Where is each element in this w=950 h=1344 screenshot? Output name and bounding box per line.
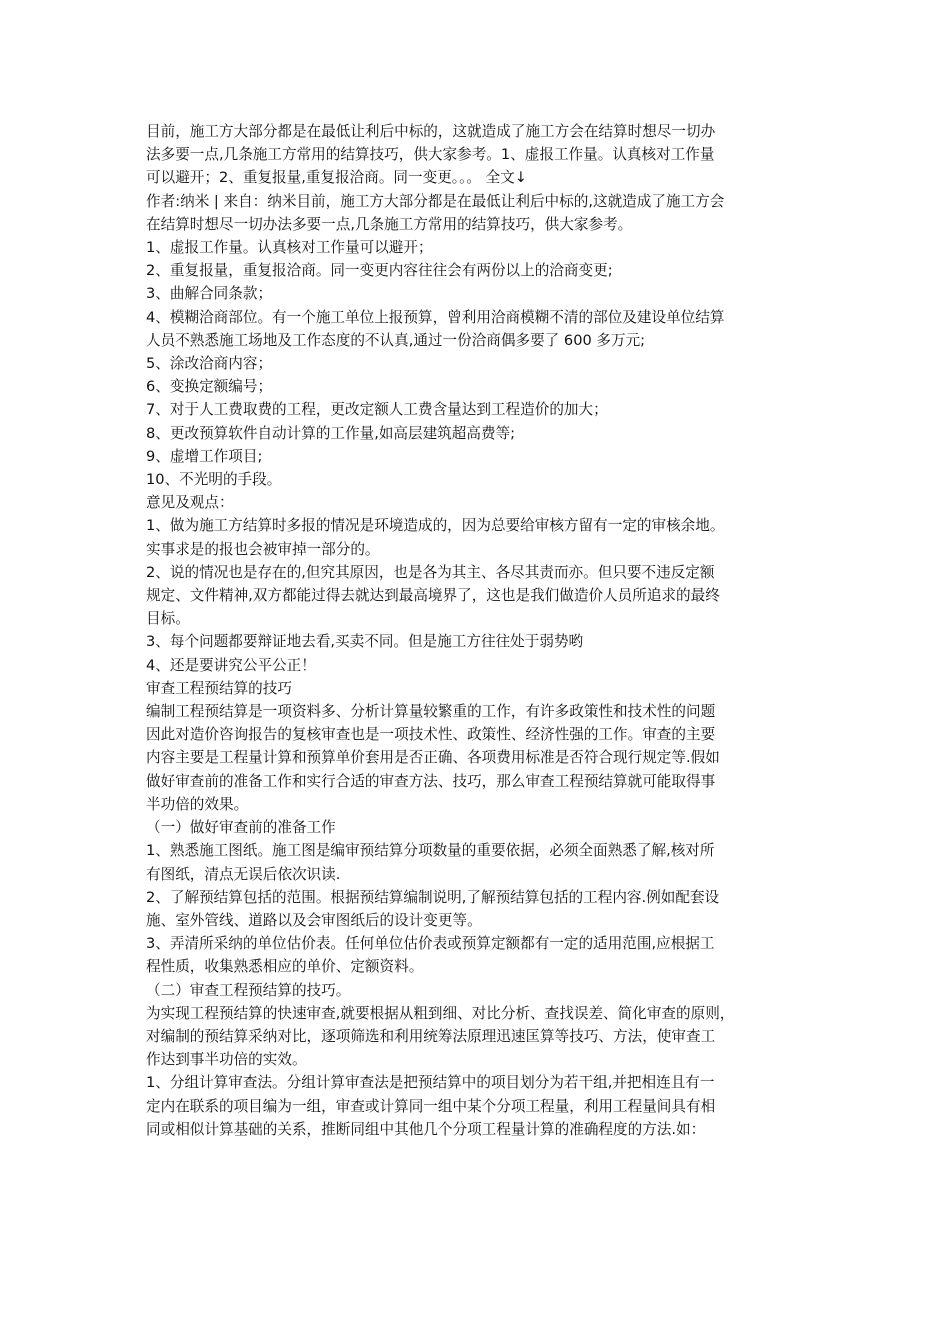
text-line: 作者:纳米 | 来自：纳米目前，施工方大部分都是在最低让利后中标的,这就造成了施工方会 [146, 192, 725, 210]
text-line: 1、虚报工作量。认真核对工作量可以避开； [146, 239, 433, 257]
text-line: 内容主要是工程量计算和预算单价套用是否正确、各项费用标准是否符合现行规定等.假如 [146, 749, 720, 767]
subsection-heading: （一）做好审查前的准备工作 [146, 819, 336, 837]
text-line: 4、还是要讲究公平公正！ [146, 656, 316, 674]
text-line: 目标。 [146, 610, 190, 628]
text-line: 3、曲解合同条款； [146, 285, 273, 303]
text-line: 同或相似计算基础的关系，推断同组中其他几个分项工程量计算的准确程度的方法.如： [146, 1120, 706, 1138]
text-line: 目前，施工方大部分都是在最低让利后中标的，这就造成了施工方会在结算时想尽一切办 [146, 123, 716, 140]
section-heading: 审查工程预结算的技巧 [146, 679, 292, 697]
text-line: 1、熟悉施工图纸。施工图是编审预结算分项数量的重要依据，必须全面熟悉了解,核对所 [146, 842, 715, 860]
text-line: 9、虚增工作项目; [146, 447, 263, 465]
text-line: 2、了解预结算包括的范围。根据预结算编制说明,了解预结算包括的工程内容.例如配套设 [146, 888, 720, 906]
text-line: 有图纸，清点无误后依次识读. [146, 865, 341, 883]
text-line: 3、弄清所采纳的单位估价表。任何单位估价表或预算定额都有一定的适用范围,应根据工 [146, 935, 715, 953]
text-line: 在结算时想尽一切办法多要一点,几条施工方常用的结算技巧，供大家参考。 [146, 215, 633, 233]
text-line: 1、做为施工方结算时多报的情况是环境造成的，因为总要给审核方留有一定的审核余地。 [146, 517, 725, 535]
text-line: 法多要一点,几条施工方常用的结算技巧，供大家参考。1、虚报工作量。认真核对工作量 [146, 146, 715, 164]
text-line: 定内在联系的项目编为一组，审查或计算同一组中某个分项工程量，利用工程量间具有相 [146, 1097, 716, 1115]
text-line: 实事求是的报也会被审掉一部分的。 [146, 540, 380, 558]
text-line: 施、室外管线、道路以及会审图纸后的设计变更等。 [146, 911, 482, 929]
text-line: 规定、文件精神,双方都能过得去就达到最高境界了，这也是我们做造价人员所追求的最终 [146, 587, 720, 605]
text-line: 10、不光明的手段。 [146, 471, 282, 489]
text-line: 因此对造价咨询报告的复核审查也是一项技术性、政策性、经济性强的工作。审查的主要 [146, 726, 716, 744]
subsection-heading: （二）审查工程预结算的技巧。 [146, 981, 351, 999]
text-line: 为实现工程预结算的快速审查,就要根据从粗到细、对比分析、查找误差、简化审查的原则， [146, 1004, 735, 1022]
text-line: 可以避开；2、重复报量,重复报洽商。同一变更。。。 全文↓ [146, 169, 528, 187]
text-line: 2、重复报量，重复报洽商。同一变更内容往往会有两份以上的洽商变更; [146, 262, 613, 280]
text-line: 7、对于人工费取费的工程，更改定额人工费含量达到工程造价的加大； [146, 401, 608, 419]
text-line: 1、分组计算审查法。分组计算审查法是把预结算中的项目划分为若干组,并把相连且有一 [146, 1074, 715, 1092]
text-line: 2、说的情况也是存在的,但究其原因，也是各为其主、各尽其责而亦。但只要不违反定额 [146, 563, 715, 581]
text-line: 程性质，收集熟悉相应的单价、定额资料。 [146, 958, 424, 976]
text-line: 6、变换定额编号； [146, 378, 273, 396]
document-body [146, 120, 814, 1141]
text-line: 人员不熟悉施工场地及工作态度的不认真,通过一份洽商偶多要了 600 多万元; [146, 331, 646, 349]
text-line: 4、模糊洽商部位。有一个施工单位上报预算，曾利用洽商模糊不清的部位及建设单位结算 [146, 308, 725, 326]
text-line: 3、每个问题都要辩证地去看,买卖不同。但是施工方往往处于弱势哟 [146, 633, 584, 651]
text-line: 编制工程预结算是一项资料多、分析计算量较繁重的工作，有许多政策性和技术性的问题 [146, 703, 716, 721]
text-line: 半功倍的效果。 [146, 795, 249, 813]
text-line: 做好审查前的准备工作和实行合适的审查方法、技巧，那么审查工程预结算就可能取得事 [146, 772, 716, 790]
text-line: 8、更改预算软件自动计算的工作量,如高层建筑超高费等; [146, 424, 516, 442]
text-line: 作达到事半功倍的实效。 [146, 1051, 307, 1069]
text-line: 对编制的预结算采纳对比，逐项筛选和利用统筹法原理迅速匡算等技巧、方法，使审查工 [146, 1027, 716, 1045]
text-line: 意见及观点： [146, 494, 234, 512]
text-line: 5、涂改洽商内容； [146, 355, 273, 373]
